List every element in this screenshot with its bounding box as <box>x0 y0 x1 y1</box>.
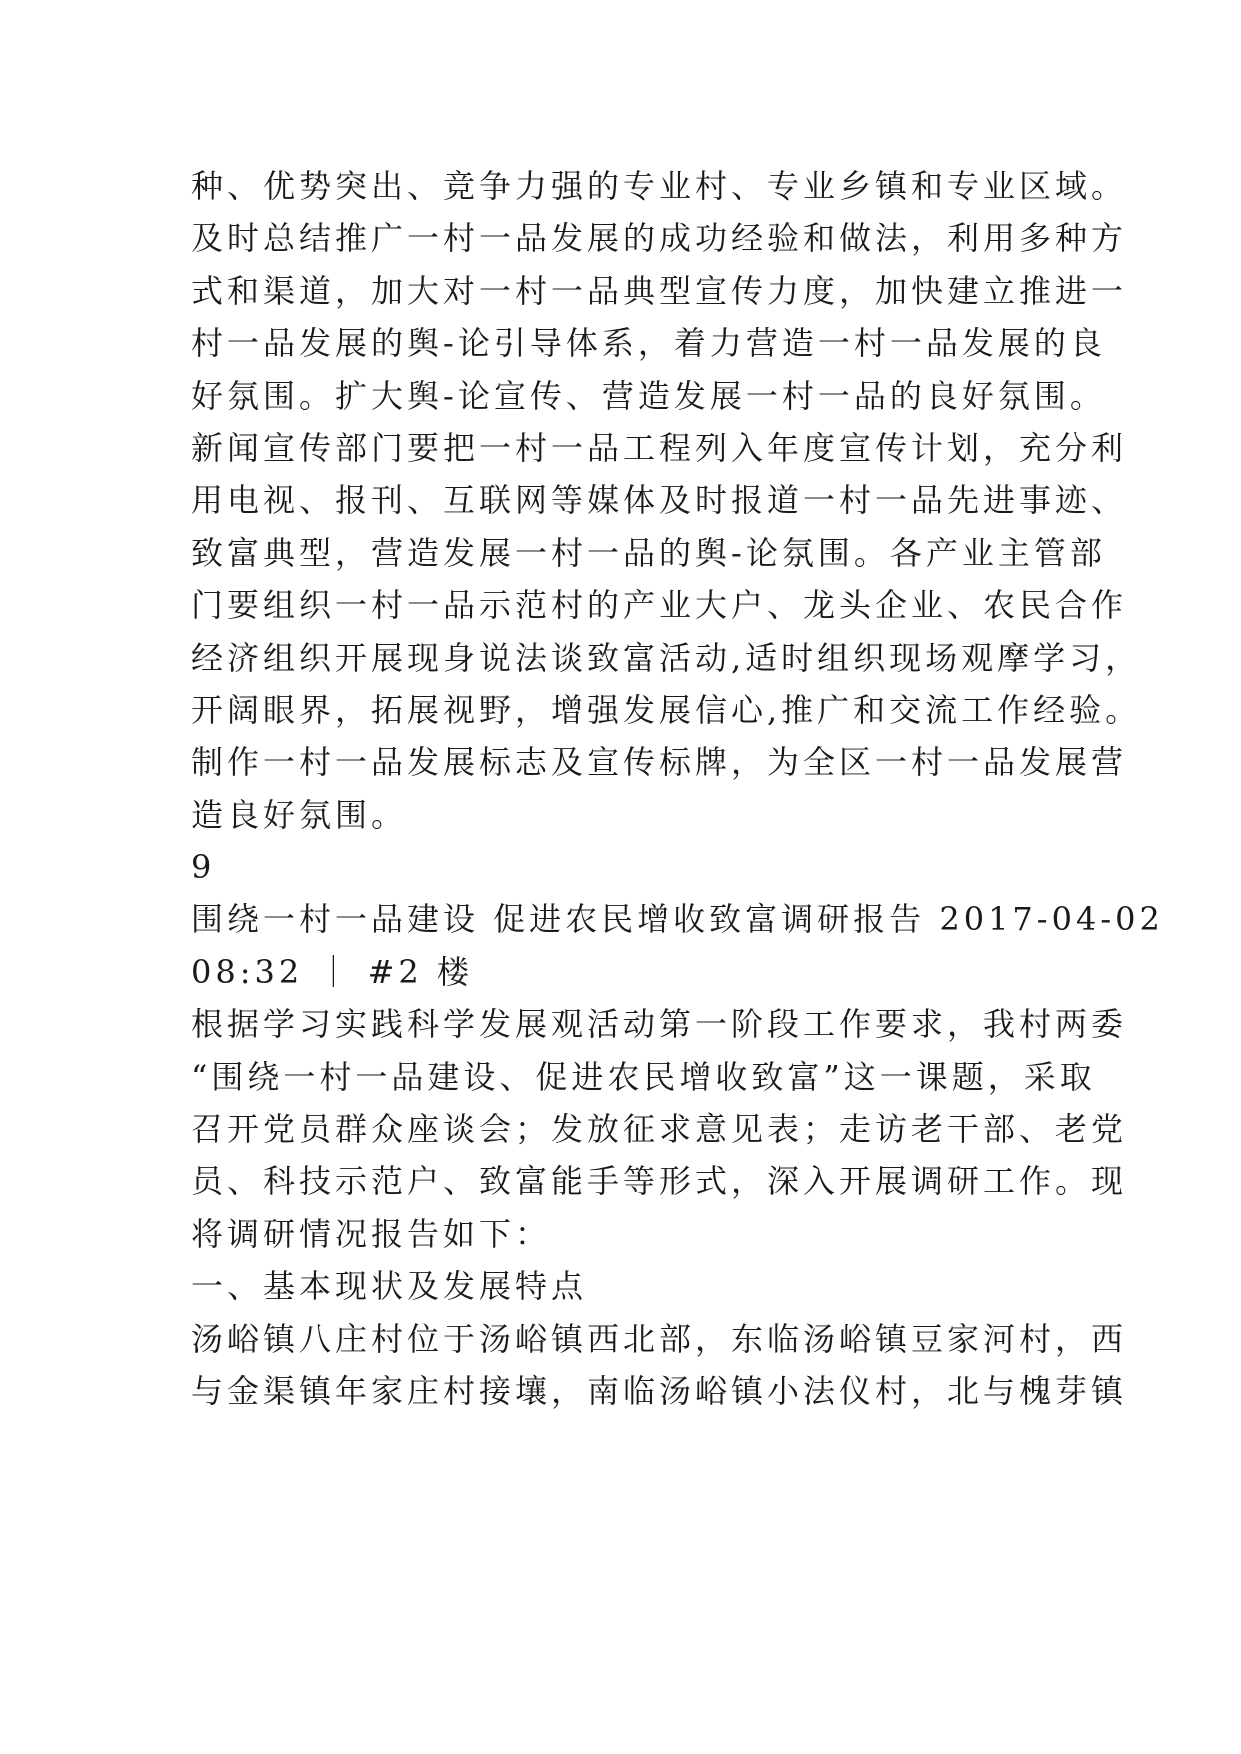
text-line: 召开党员群众座谈会；发放征求意见表；走访老干部、老党 <box>191 1110 1128 1149</box>
text-line: 新闻宣传部门要把一村一品工程列入年度宣传计划，充分利 <box>191 428 1128 467</box>
text-line: 根据学习实践科学发展观活动第一阶段工作要求，我村两委 <box>191 1005 1128 1044</box>
text-line: 及时总结推广一村一品发展的成功经验和做法，利用多种方 <box>191 219 1128 258</box>
heading: 一、基本现状及发展特点 <box>191 1267 588 1306</box>
text-line: 与金渠镇年家庄村接壤，南临汤峪镇小法仪村，北与槐芽镇 <box>191 1371 1128 1410</box>
text-line: 将调研情况报告如下： <box>191 1214 552 1253</box>
page-number: 9 <box>191 848 216 887</box>
text-line: 经济组织开展现身说法谈致富活动,适时组织现场观摩学习， <box>191 638 1142 677</box>
post-meta: 08:32 ｜ #2 楼 <box>191 952 473 991</box>
text-line: 致富典型，营造发展一村一品的舆-论氛围。各产业主管部 <box>191 533 1106 572</box>
text-line: 用电视、报刊、互联网等媒体及时报道一村一品先进事迹、 <box>191 481 1128 520</box>
text-line: 村一品发展的舆-论引导体系，着力营造一村一品发展的良 <box>191 324 1106 363</box>
text-line: 好氛围。扩大舆-论宣传、营造发展一村一品的良好氛围。 <box>191 376 1106 415</box>
text-line: 门要组织一村一品示范村的产业大户、龙头企业、农民合作 <box>191 586 1128 625</box>
text-line: “围绕一村一品建设、促进农民增收致富”这一课题，采取 <box>191 1057 1096 1096</box>
text-line: 制作一村一品发展标志及宣传标牌，为全区一村一品发展营 <box>191 743 1128 782</box>
text-line: 汤峪镇八庄村位于汤峪镇西北部，东临汤峪镇豆家河村，西 <box>191 1319 1128 1358</box>
section-title: 围绕一村一品建设 促进农民增收致富调研报告 2017-04-02 <box>191 900 1164 939</box>
text-line: 员、科技示范户、致富能手等形式，深入开展调研工作。现 <box>191 1162 1128 1201</box>
text-line: 开阔眼界，拓展视野，增强发展信心,推广和交流工作经验。 <box>191 690 1142 729</box>
document-body <box>191 160 1164 1417</box>
text-line: 式和渠道，加大对一村一品典型宣传力度，加快建立推进一 <box>191 271 1128 310</box>
text-line: 种、优势突出、竞争力强的专业村、专业乡镇和专业区域。 <box>191 167 1128 205</box>
text-line: 造良好氛围。 <box>191 795 408 834</box>
